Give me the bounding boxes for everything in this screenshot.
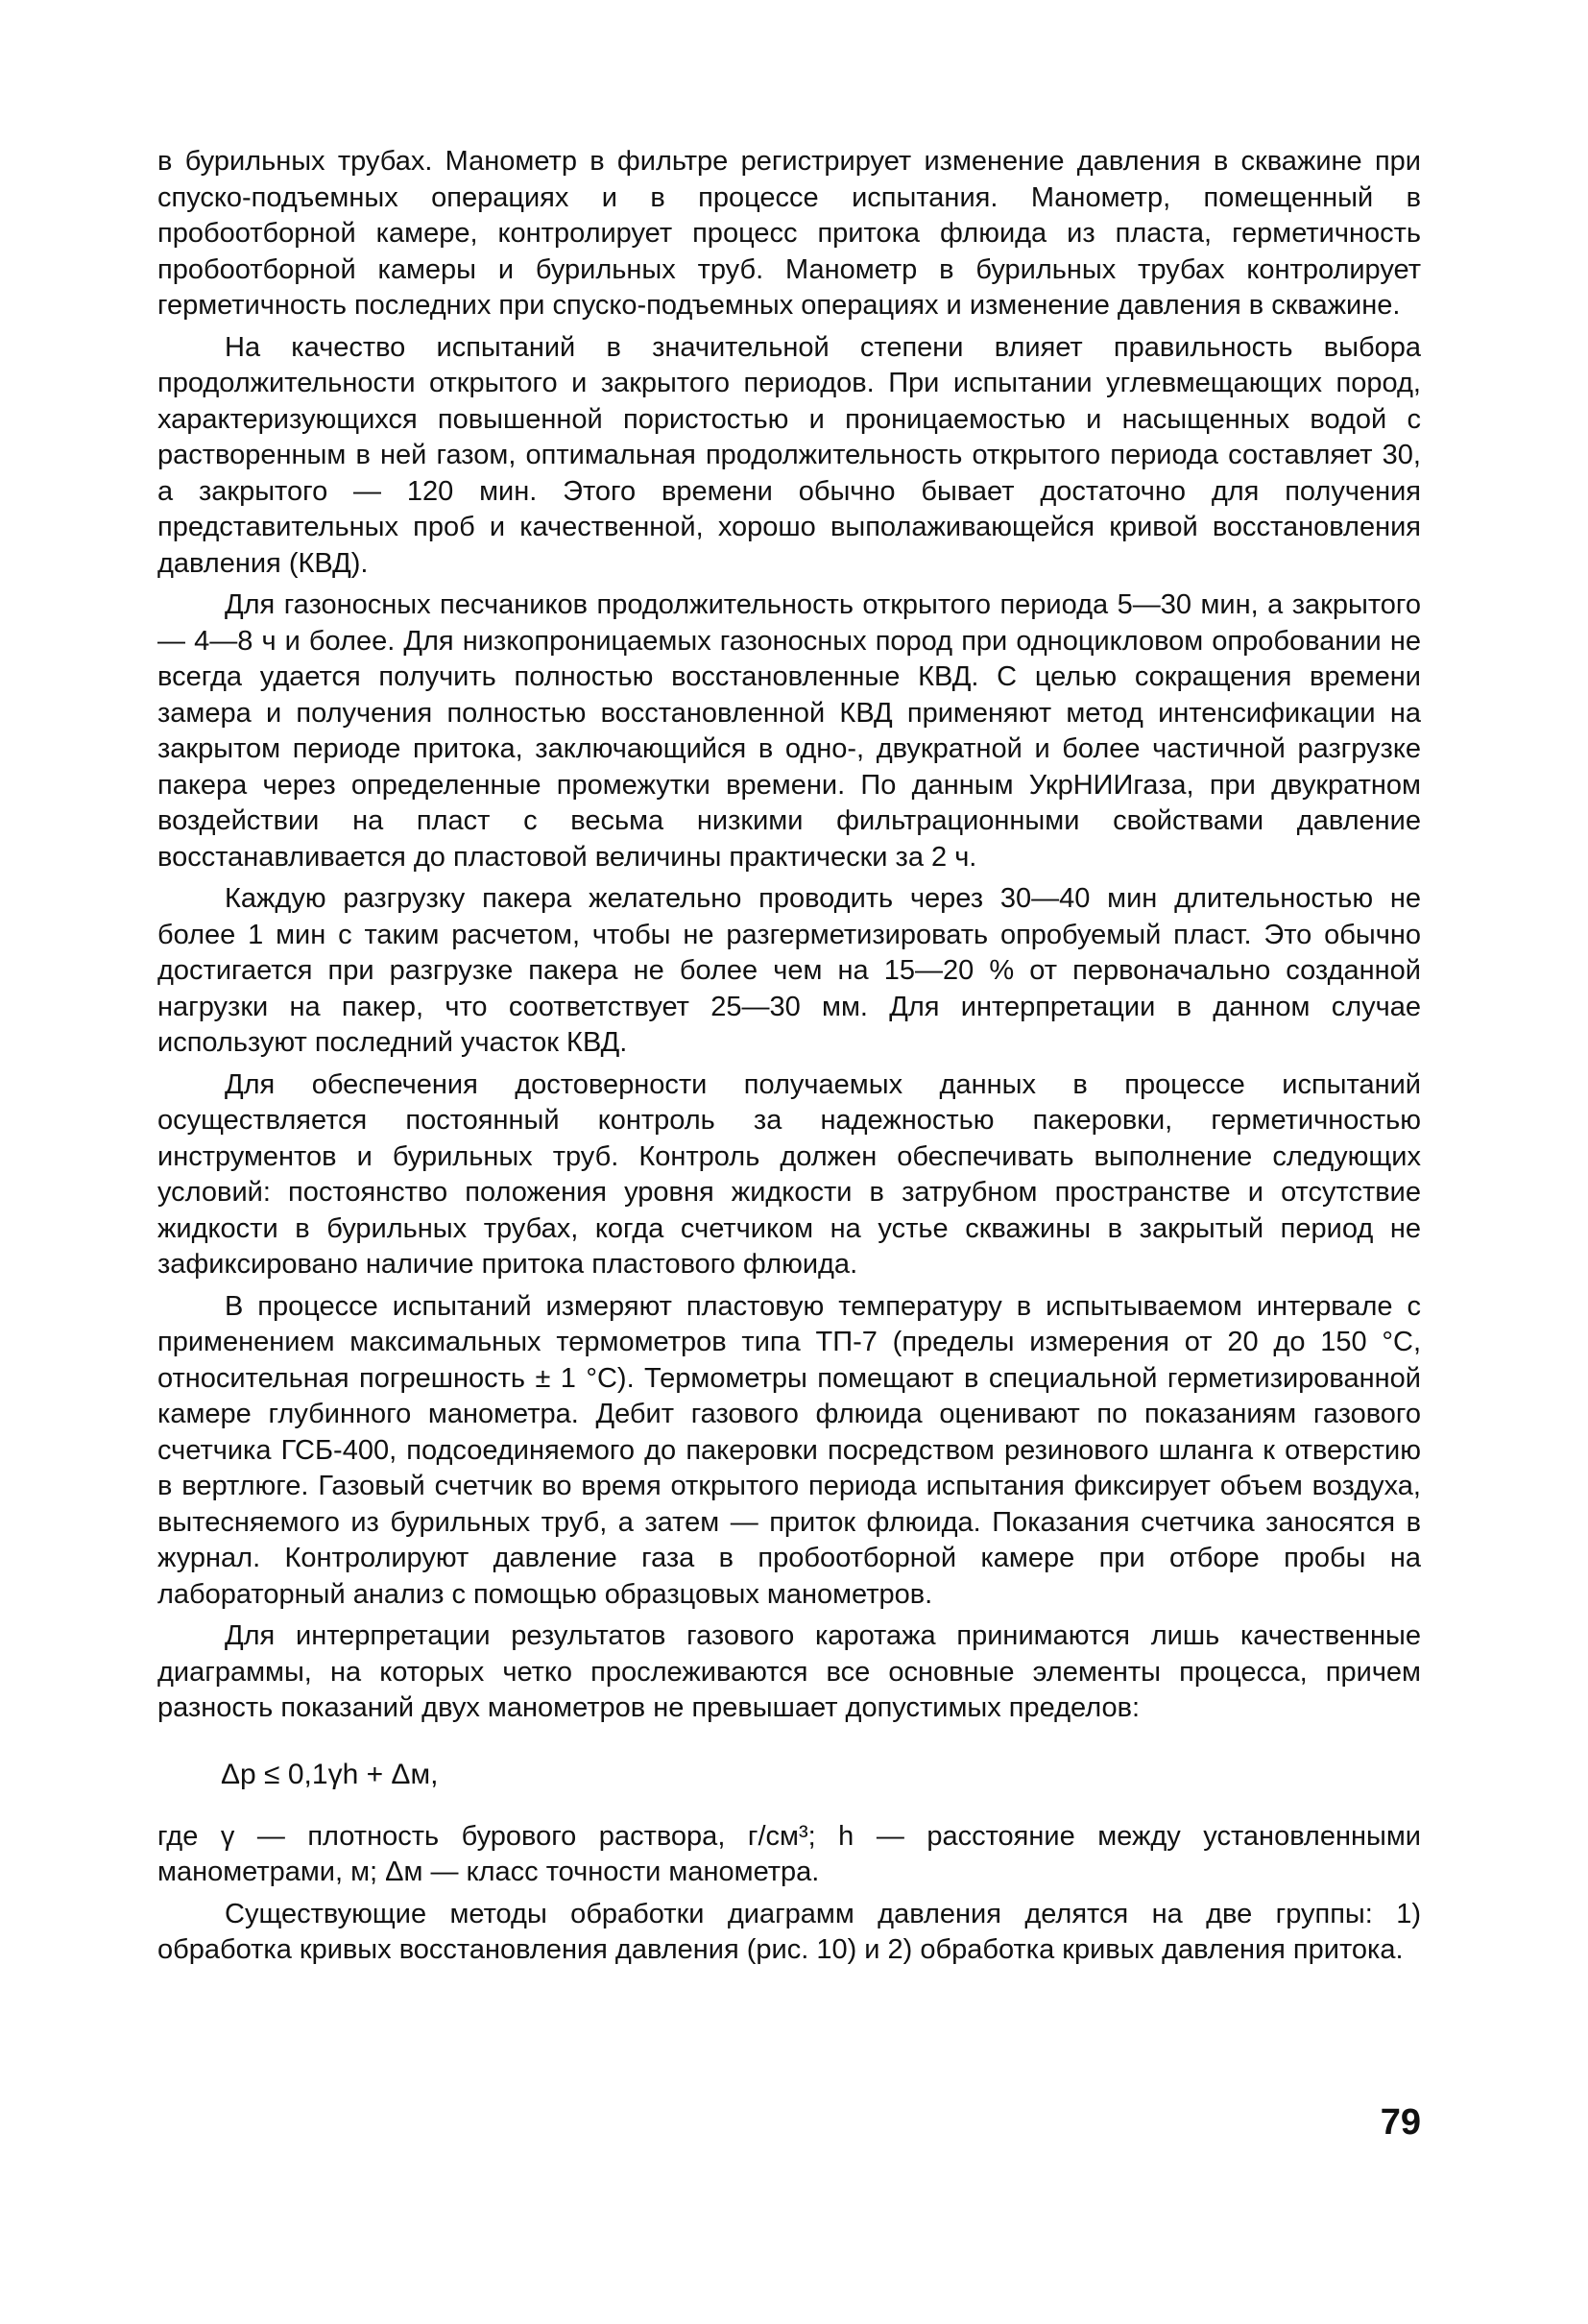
paragraph-interpretation: Для интерпретации результатов газового каротажа принимаются лишь качественные диаграммы, на которых четко прослеживаются все основные элементы процесса, причем разность показаний двух манометров не превышает допустимых пределов: <box>157 1620 1421 1723</box>
paragraph-temperature-measurement: В процессе испытаний измеряют пластовую температуру в испытываемом интервале с применением максимальных термометров типа ТП-7 (пределы измерения от 20 до 150 °С, относительная погрешность ± 1 °С). Термометры помещают в специальной герметизированной камере глубинного манометра. Дебит газового флюида оценивают по показаниям газового счетчика ГСБ-400, подсоединяемого до пакеровки посредством резинового шланга к отверстию в вертлюге. Газовый счетчик во время открытого периода испытания фиксирует объем воздуха, вытесняемого из бурильных труб, а затем — приток флюида. Показания счетчика заносятся в журнал. Контролируют давление газа в пробоотборной камере при отборе пробы на лабораторный анализ с помощью образцовых манометров. <box>157 1290 1421 1610</box>
formula-pressure-difference: Δр ≤ 0,1γh + Δм, <box>221 1758 439 1790</box>
page-number: 79 <box>1380 2102 1421 2143</box>
paragraph-packer-unloading: Каждую разгрузку пакера желательно проводить через 30—40 мин длительностью не более 1 мин с таким расчетом, чтобы не разгерметизировать опробуемый пласт. Это обычно достигается при разгрузке пакера не более чем на 15—20 % от первоначально созданной нагрузки на пакер, что соответствует 25—30 мм. Для интерпретации в данном случае используют последний участок КВД. <box>157 883 1421 1058</box>
paragraph-continuation: в бурильных трубах. Манометр в фильтре регистрирует изменение давления в скважине при спуско-подъемных операциях и в процессе испытания. Манометр, помещенный в пробоотборной камере, контролирует процесс притока флюида из пласта, герметичность пробоотборной камеры и бурильных труб. Манометр в бурильных трубах контролирует герметичность последних при спуско-подъемных операциях и изменение давления в скважине. <box>157 146 1421 321</box>
paragraph-gas-sandstones: Для газоносных песчаников продолжительность открытого периода 5—30 мин, а закрытого — 4—8 ч и более. Для низкопроницаемых газоносных пород при одноцикловом опробовании не всегда удается получить полностью восстановленные КВД. С целью сокращения времени замера и получения полностью восстановленной КВД применяют метод интенсификации на закрытом периоде притока, заключающийся в одно-, двукратной и более частичной разгрузке пакера через определенные промежутки времени. По данным УкрНИИгаза, при двукратном воздействии на пласт с весьма низкими фильтрационными свойствами давление восстанавливается до пластовой величины практически за 2 ч. <box>157 589 1421 873</box>
page-body <box>157 144 1421 1975</box>
paragraph-processing-methods: Существующие методы обработки диаграмм давления делятся на две группы: 1) обработка кривых восстановления давления (рис. 10) и 2) обработка кривых давления притока. <box>157 1898 1421 1965</box>
paragraph-test-duration: На качество испытаний в значительной степени влияет правильность выбора продолжительности открытого и закрытого периодов. При испытании углевмещающих пород, характеризующихся повышенной пористостью и проницаемостью и насыщенных водой с растворенным в ней газом, оптимальная продолжительность открытого периода составляет 30, а закрытого — 120 мин. Этого времени обычно бывает достаточно для получения представительных проб и качественной, хорошо выполаживающейся кривой восстановления давления (КВД). <box>157 331 1421 579</box>
paragraph-formula-legend: где γ — плотность бурового раствора, г/см³; h — расстояние между установленными манометрами, м; Δм — класс точности манометра. <box>157 1820 1421 1887</box>
paragraph-reliability-control: Для обеспечения достоверности получаемых данных в процессе испытаний осуществляется постоянный контроль за надежностью пакеровки, герметичностью инструментов и бурильных труб. Контроль должен обеспечивать выполнение следующих условий: постоянство положения уровня жидкости в затрубном пространстве и отсутствие жидкости в бурильных трубах, когда счетчиком на устье скважины в закрытый период не зафиксировано наличие притока пластового флюида. <box>157 1068 1421 1280</box>
